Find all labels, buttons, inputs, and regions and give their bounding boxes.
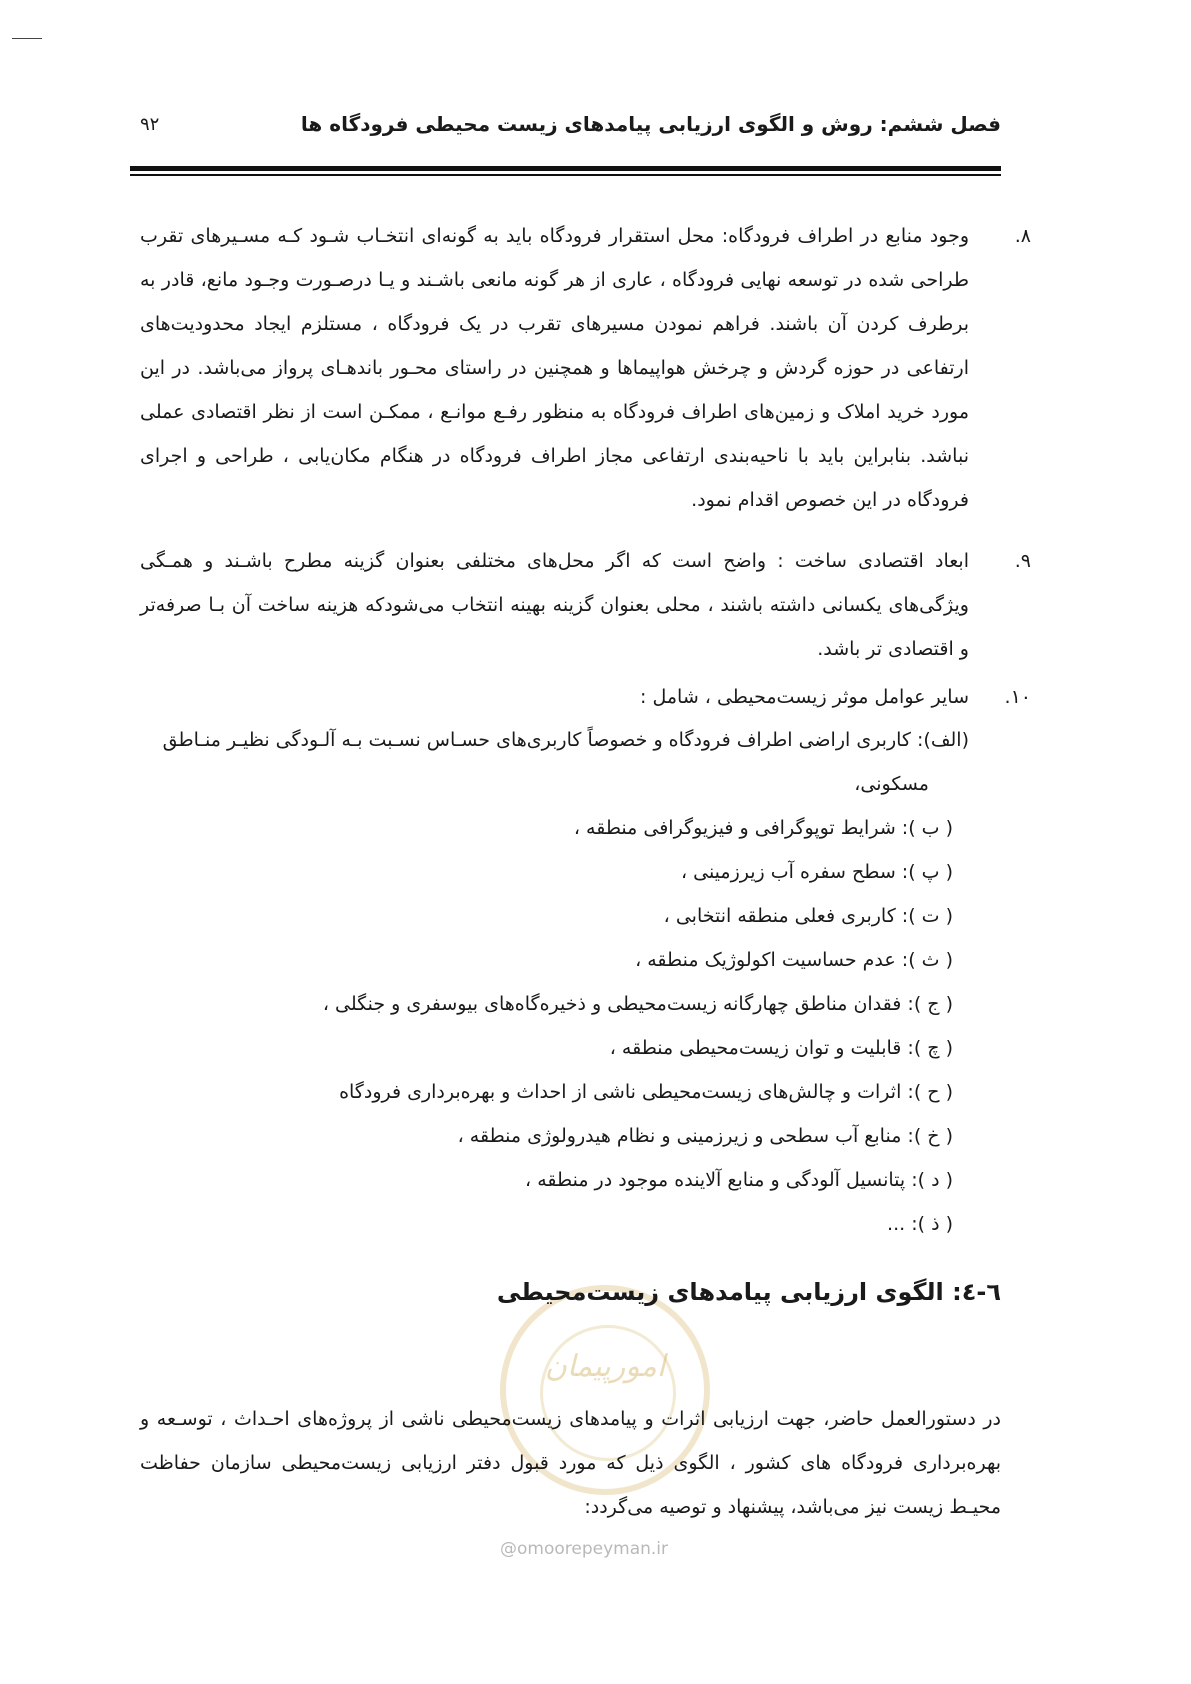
sub-item-text: فقدان مناطق چهارگانه زیست‌محیطی و ذخیره‌گاه‌های بیوسفری و جنگلی ،	[322, 993, 902, 1015]
list-number: ۸.	[1014, 225, 1031, 247]
sub-item-text: کاربری اراضی اطراف فرودگاه و خصوصاً کاربری‌های حسـاس نسـبت بـه آلـودگی نظیـر منـاطق	[162, 729, 911, 751]
sub-item-text: سطح سفره آب زیرزمینی ،	[680, 861, 896, 883]
sub-item	[140, 1026, 953, 1070]
sub-item	[140, 850, 953, 894]
sub-item	[140, 806, 953, 850]
sub-item	[140, 1202, 953, 1246]
list-item-9	[140, 539, 1031, 671]
sub-item-text: شرایط توپوگرافی و فیزیوگرافی منطقه ،	[573, 817, 896, 839]
sub-item-text: قابلیت و توان زیست‌محیطی منطقه ،	[609, 1037, 902, 1059]
chapter-title: فصل ششم: روش و الگوی ارزیابی پیامدهای زیست محیطی فرودگاه ها	[300, 112, 1001, 136]
sub-item-continuation: مسکونی،	[854, 773, 929, 795]
sub-item-label: ( ت ):	[901, 905, 953, 927]
sub-item-label: ( ح ):	[907, 1081, 953, 1103]
stamp-text: امورپیمان	[544, 1349, 666, 1384]
sub-item-label: ( ذ ):	[911, 1213, 953, 1235]
sub-item	[140, 718, 969, 806]
list-number: ۱۰.	[1004, 686, 1031, 708]
sub-item-label: ( چ ):	[907, 1037, 953, 1059]
sub-item-text: عدم حساسیت اکولوژیک منطقه ،	[635, 949, 896, 971]
header-rule-thin	[130, 174, 1001, 176]
header-rule	[130, 166, 1001, 171]
sub-item-label: ( ث ):	[901, 949, 953, 971]
sub-item	[140, 894, 953, 938]
sub-item-text: پتانسیل آلودگی و منابع آلاینده موجود در منطقه ،	[525, 1169, 906, 1191]
sub-item-text: ...	[887, 1213, 906, 1235]
sub-item-label: ( ج ):	[907, 993, 953, 1015]
list-item-text: سایر عوامل موثر زیست‌محیطی ، شامل :	[640, 686, 969, 708]
sub-item-label: ( ب ):	[901, 817, 953, 839]
watermark-url: @omoorepeyman.ir	[500, 1539, 669, 1559]
sub-item-label: ( د ):	[911, 1169, 953, 1191]
scan-mark	[12, 38, 42, 39]
sub-item-text: کاربری فعلی منطقه انتخابی ،	[663, 905, 896, 927]
list-item-text: وجود منابع در اطراف فرودگاه: محل استقرار فرودگاه باید به گونه‌ای انتخـاب شـود کـه مسـیرهای تقرب طراحی شده در توسعه نهایی فرودگاه ، عاری از هر گونه مانعی باشـند و یـا درصـورت وجـود مانع، قادر به برطرف کردن آن باشند. فراهم نمودن مسیرهای تقرب در یک فرودگاه ، مستلزم ایجاد محدودیت‌های ارتفاعی در حوزه گردش و چرخش هواپیماها و همچنین در راستای محـور باندهـای پرواز می‌باشد. در این مورد خرید املاک و زمین‌های اطراف فرودگاه به منظور رفـع موانـع ، ممکـن است از نظر اقتصادی عملی نباشد. بنابراین باید با ناحیه‌بندی ارتفاعی مجاز اطراف فرودگاه در هنگام مکان‌یابی ، طراحی و اجرای فرودگاه در این خصوص اقدام نمود.	[140, 225, 969, 511]
list-item-8	[140, 214, 1031, 522]
sub-item-text: منابع آب سطحی و زیرزمینی و نظام هیدرولوژی منطقه ،	[457, 1125, 902, 1147]
sub-item-label: ( پ ):	[901, 861, 953, 883]
sub-item	[140, 1070, 953, 1114]
page-number: ۹۲	[140, 114, 160, 135]
sub-item	[140, 1158, 953, 1202]
sub-item	[140, 1114, 953, 1158]
section-heading: ٦-٤: الگوی ارزیابی پیامدهای زیست‌محیطی	[496, 1278, 1001, 1306]
list-item-text: ابعاد اقتصادی ساخت : واضح است که اگر محل‌های مختلفی بعنوان گزینه مطرح باشـند و همـگی ویژگی‌های یکسانی داشته باشند ، محلی بعنوان گزینه بهینه انتخاب می‌شودکه هزینه ساخت آن بـا صرفه‌تر و اقتصادی تر باشد.	[140, 550, 969, 660]
list-item-10	[140, 675, 1031, 719]
sub-item	[140, 938, 953, 982]
page-header	[130, 112, 1001, 146]
sub-item-text: اثرات و چالش‌های زیست‌محیطی ناشی از احداث و بهره‌برداری فرودگاه	[339, 1081, 902, 1103]
sub-item-label: (الف):	[917, 729, 969, 751]
list-number: ۹.	[1014, 550, 1031, 572]
sub-item	[140, 982, 953, 1026]
section-paragraph: در دستورالعمل حاضر، جهت ارزیابی اثرات و پیامدهای زیست‌محیطی ناشی از پروژه‌های احـداث ، توسـعه و بهره‌برداری فرودگاه های کشور ، الگوی ذیل که مورد قبول دفتر ارزیابی زیست‌محیطی سازمان حفاظت محیـط زیست نیز می‌باشد، پیشنهاد و توصیه می‌گردد:	[140, 1408, 1001, 1518]
sub-item-label: ( خ ):	[907, 1125, 953, 1147]
